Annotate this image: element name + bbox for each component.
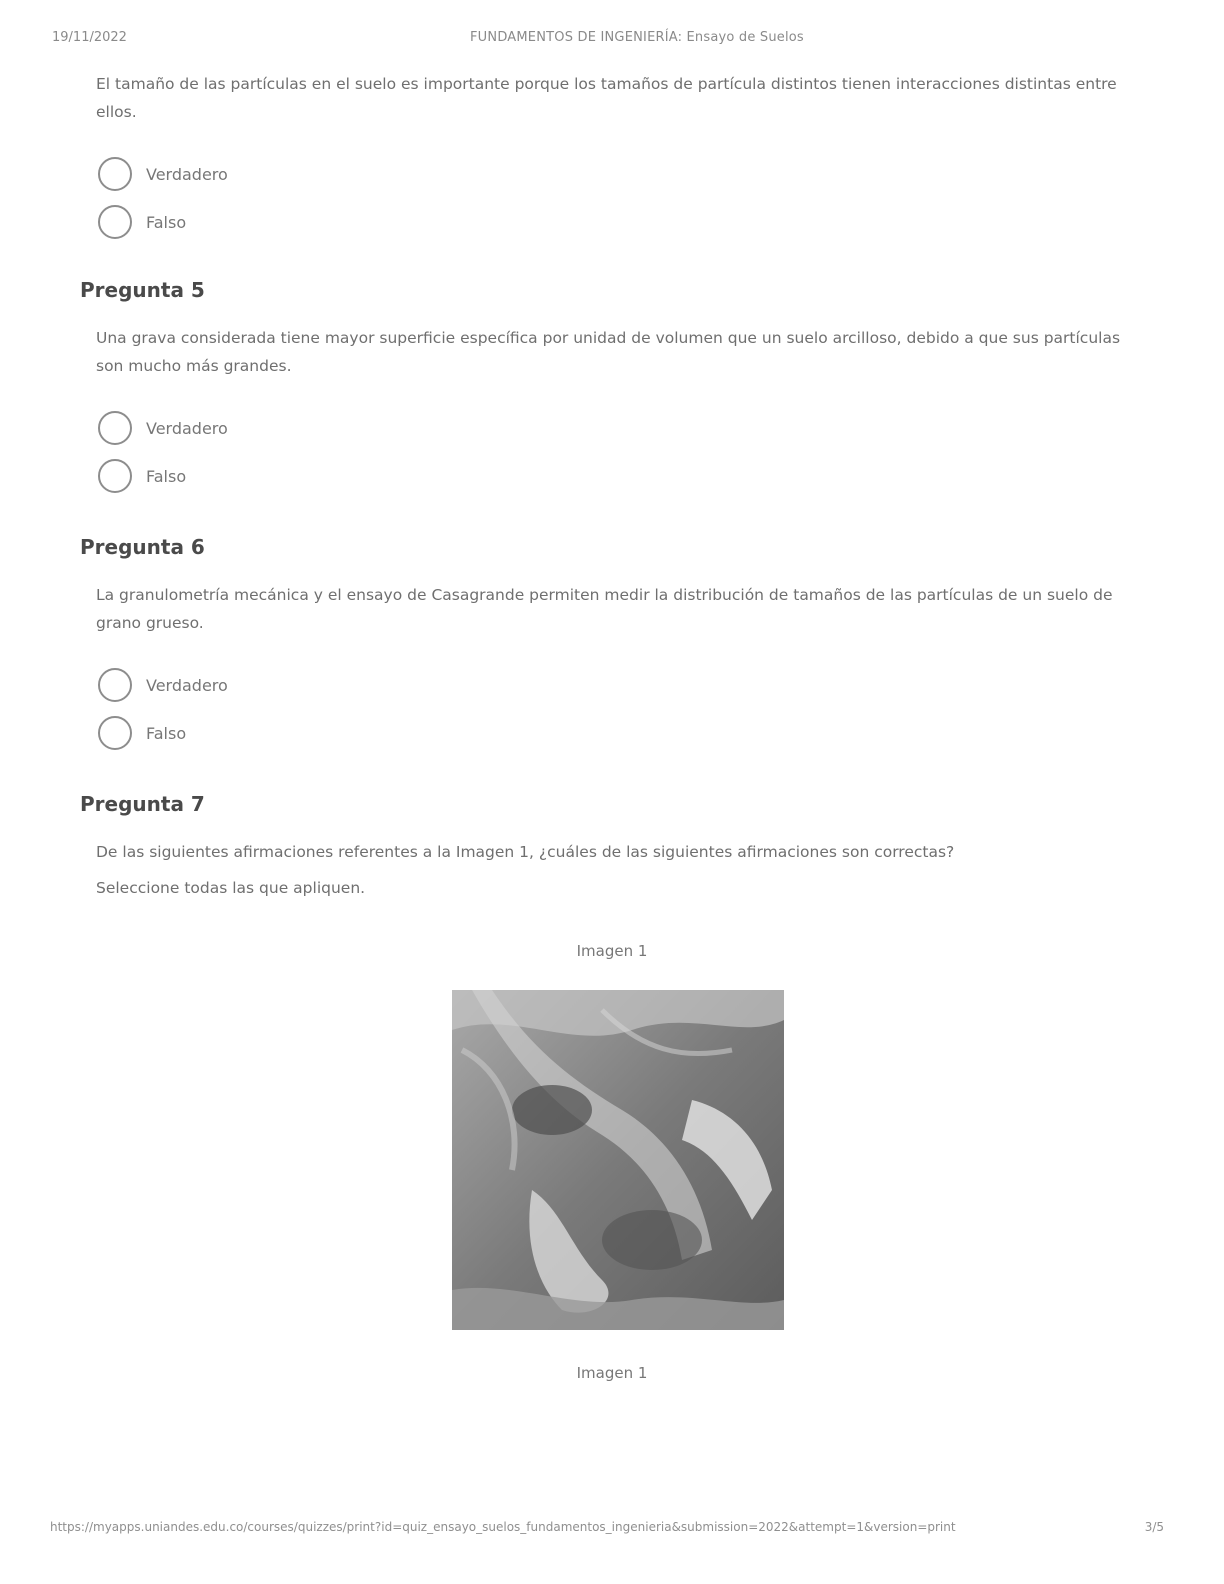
figure-caption-bottom: Imagen 1 xyxy=(576,1364,648,1382)
radio-button[interactable] xyxy=(98,205,132,239)
radio-button[interactable] xyxy=(98,459,132,493)
figure-caption-top: Imagen 1 xyxy=(576,942,648,960)
option-label: Falso xyxy=(146,723,187,743)
option-verdadero[interactable] xyxy=(98,152,1130,196)
question-instruction: Seleccione todas las que apliquen. xyxy=(96,879,366,897)
question-text: De las siguientes afirmaciones referentes a la Imagen 1, ¿cuáles de las siguientes afirmaciones son correctas? xyxy=(96,843,955,861)
option-label: Verdadero xyxy=(146,418,228,438)
radio-button[interactable] xyxy=(98,668,132,702)
question-4 xyxy=(80,70,1130,244)
question-title: Pregunta 6 xyxy=(80,535,205,559)
print-header xyxy=(52,30,1164,50)
option-verdadero[interactable] xyxy=(98,406,1130,450)
option-label: Verdadero xyxy=(146,164,228,184)
question-text: El tamaño de las partículas en el suelo es importante porque los tamaños de partícula distintos tienen interacciones distintas entre ellos. xyxy=(96,75,1117,121)
print-title: FUNDAMENTOS DE INGENIERÍA: Ensayo de Suelos xyxy=(470,30,804,45)
question-6 xyxy=(80,535,1130,755)
question-text: Una grava considerada tiene mayor superficie específica por unidad de volumen que un suelo arcilloso, debido a que sus partículas son mucho más grandes. xyxy=(96,329,1121,375)
question-title: Pregunta 7 xyxy=(80,792,205,816)
option-falso[interactable] xyxy=(98,200,1130,244)
option-label: Falso xyxy=(146,466,187,486)
radio-button[interactable] xyxy=(98,716,132,750)
question-title: Pregunta 5 xyxy=(80,278,205,302)
question-text: La granulometría mecánica y el ensayo de Casagrande permiten medir la distribución de tamaños de las partículas de un suelo de grano grueso. xyxy=(96,586,1113,632)
option-falso[interactable] xyxy=(98,454,1130,498)
option-falso[interactable] xyxy=(98,711,1130,755)
print-footer xyxy=(50,1520,1174,1540)
option-label: Verdadero xyxy=(146,675,228,695)
page-url: https://myapps.uniandes.edu.co/courses/quizzes/print?id=quiz_ensayo_suelos_fundamentos_ingenieria&submission=2022&attempt=1&version=print xyxy=(50,1520,956,1534)
radio-button[interactable] xyxy=(98,411,132,445)
soil-photo xyxy=(452,990,784,1330)
page-number: 3/5 xyxy=(1144,1520,1164,1534)
option-label: Falso xyxy=(146,212,187,232)
print-date: 19/11/2022 xyxy=(52,30,127,45)
option-verdadero[interactable] xyxy=(98,663,1130,707)
radio-button[interactable] xyxy=(98,157,132,191)
question-5 xyxy=(80,278,1130,498)
question-7 xyxy=(80,792,1130,902)
